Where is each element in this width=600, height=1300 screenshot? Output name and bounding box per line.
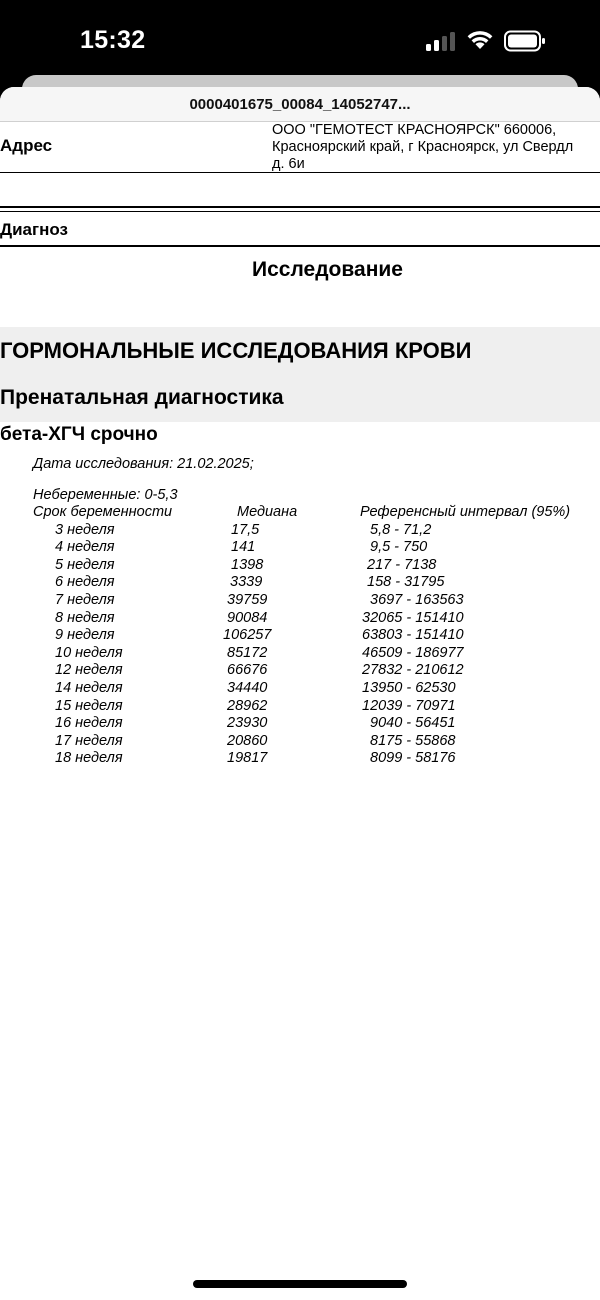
table-row [0,557,600,575]
table-cell: 8099 - 58176 [370,750,456,767]
table-cell: 66676 [227,662,268,679]
table-row [0,539,600,557]
document-nav-bar [0,87,600,122]
table-row [0,522,600,540]
table-row [0,574,600,592]
table-cell: 85172 [227,644,268,661]
address-label: Адрес [0,136,53,155]
column-header: Срок беременности [33,504,173,520]
address-line: ООО "ГЕМОТЕСТ КРАСНОЯРСК" 660006, [272,122,557,138]
table-cell: 3697 - 163563 [370,592,464,608]
section-title: ГОРМОНАЛЬНЫЕ ИССЛЕДОВАНИЯ КРОВИ [0,338,472,363]
table-cell: 39759 [227,592,268,608]
table-row [0,750,600,768]
table-cell: 3339 [230,574,263,591]
research-date: Дата исследования: 21.02.2025; [33,456,254,472]
table-cell: 34440 [227,680,268,696]
table-cell: 9040 - 56451 [370,715,456,732]
table-cell: 14 неделя [55,680,123,696]
table-cell: 12039 - 70971 [362,697,456,714]
non-pregnant-reference: Небеременные: 0-5,3 [33,487,178,503]
table-row [0,610,600,628]
table-row [0,680,600,698]
table-cell: 13950 - 62530 [362,680,456,696]
table-cell: 28962 [227,697,268,714]
table-cell: 19817 [227,750,268,767]
table-cell: 9,5 - 750 [370,539,428,556]
table-cell: 32065 - 151410 [362,609,464,626]
table-cell: 20860 [227,732,268,749]
address-line: Красноярский край, г Красноярск, ул Свердл [272,139,574,155]
column-header: Референсный интервал (95%) [360,504,571,520]
table-row [0,698,600,716]
document-title[interactable]: 0000401675_00084_14052747... [189,96,411,113]
table-cell: 12 неделя [55,662,123,679]
table-cell: 46509 - 186977 [362,644,464,661]
status-bar [0,0,600,80]
table-cell: 63803 - 151410 [362,627,464,644]
table-cell: 1398 [231,556,264,573]
diagnosis-label: Диагноз [0,220,68,239]
table-cell: 15 неделя [55,697,123,714]
table-cell: 3 неделя [55,521,115,538]
column-header: Медиана [237,504,298,520]
table-cell: 106257 [223,627,272,644]
table-cell: 4 неделя [55,539,115,556]
research-heading: Исследование [252,258,403,281]
table-cell: 8 неделя [55,609,115,626]
divider [0,206,600,208]
address-line: д. 6и [272,156,305,172]
table-row [0,627,600,645]
table-cell: 8175 - 55868 [370,732,456,749]
table-cell: 6 неделя [55,574,115,591]
subsection-title: Пренатальная диагностика [0,386,284,409]
home-indicator[interactable] [193,1280,407,1288]
table-cell: 217 - 7138 [367,556,437,573]
divider [0,211,600,212]
wifi-icon [466,28,494,50]
table-cell: 23930 [227,715,268,732]
table-cell: 10 неделя [55,644,123,661]
document-sheet[interactable] [0,87,600,1300]
table-cell: 90084 [227,609,268,626]
address-value [272,122,600,173]
table-row [0,733,600,751]
table-cell: 141 [231,539,256,556]
table-cell: 5 неделя [55,556,115,573]
status-time: 15:32 [80,26,146,54]
table-row [0,715,600,733]
cellular-signal-icon [426,31,458,51]
table-cell: 27832 - 210612 [362,662,464,679]
table-cell: 7 неделя [55,592,115,608]
table-cell: 158 - 31795 [367,574,445,591]
table-cell: 5,8 - 71,2 [370,521,432,538]
divider [0,245,600,247]
divider [0,172,600,173]
battery-icon [504,30,546,52]
table-row [0,662,600,680]
table-cell: 18 неделя [55,750,123,767]
table-cell: 17 неделя [55,732,123,749]
pdf-document[interactable] [0,122,600,1300]
table-header [0,504,600,522]
table-row [0,592,600,610]
table-cell: 17,5 [231,521,260,538]
test-name: бета-ХГЧ срочно [0,424,158,445]
table-cell: 16 неделя [55,715,123,732]
table-row [0,645,600,663]
table-cell: 9 неделя [55,627,115,644]
